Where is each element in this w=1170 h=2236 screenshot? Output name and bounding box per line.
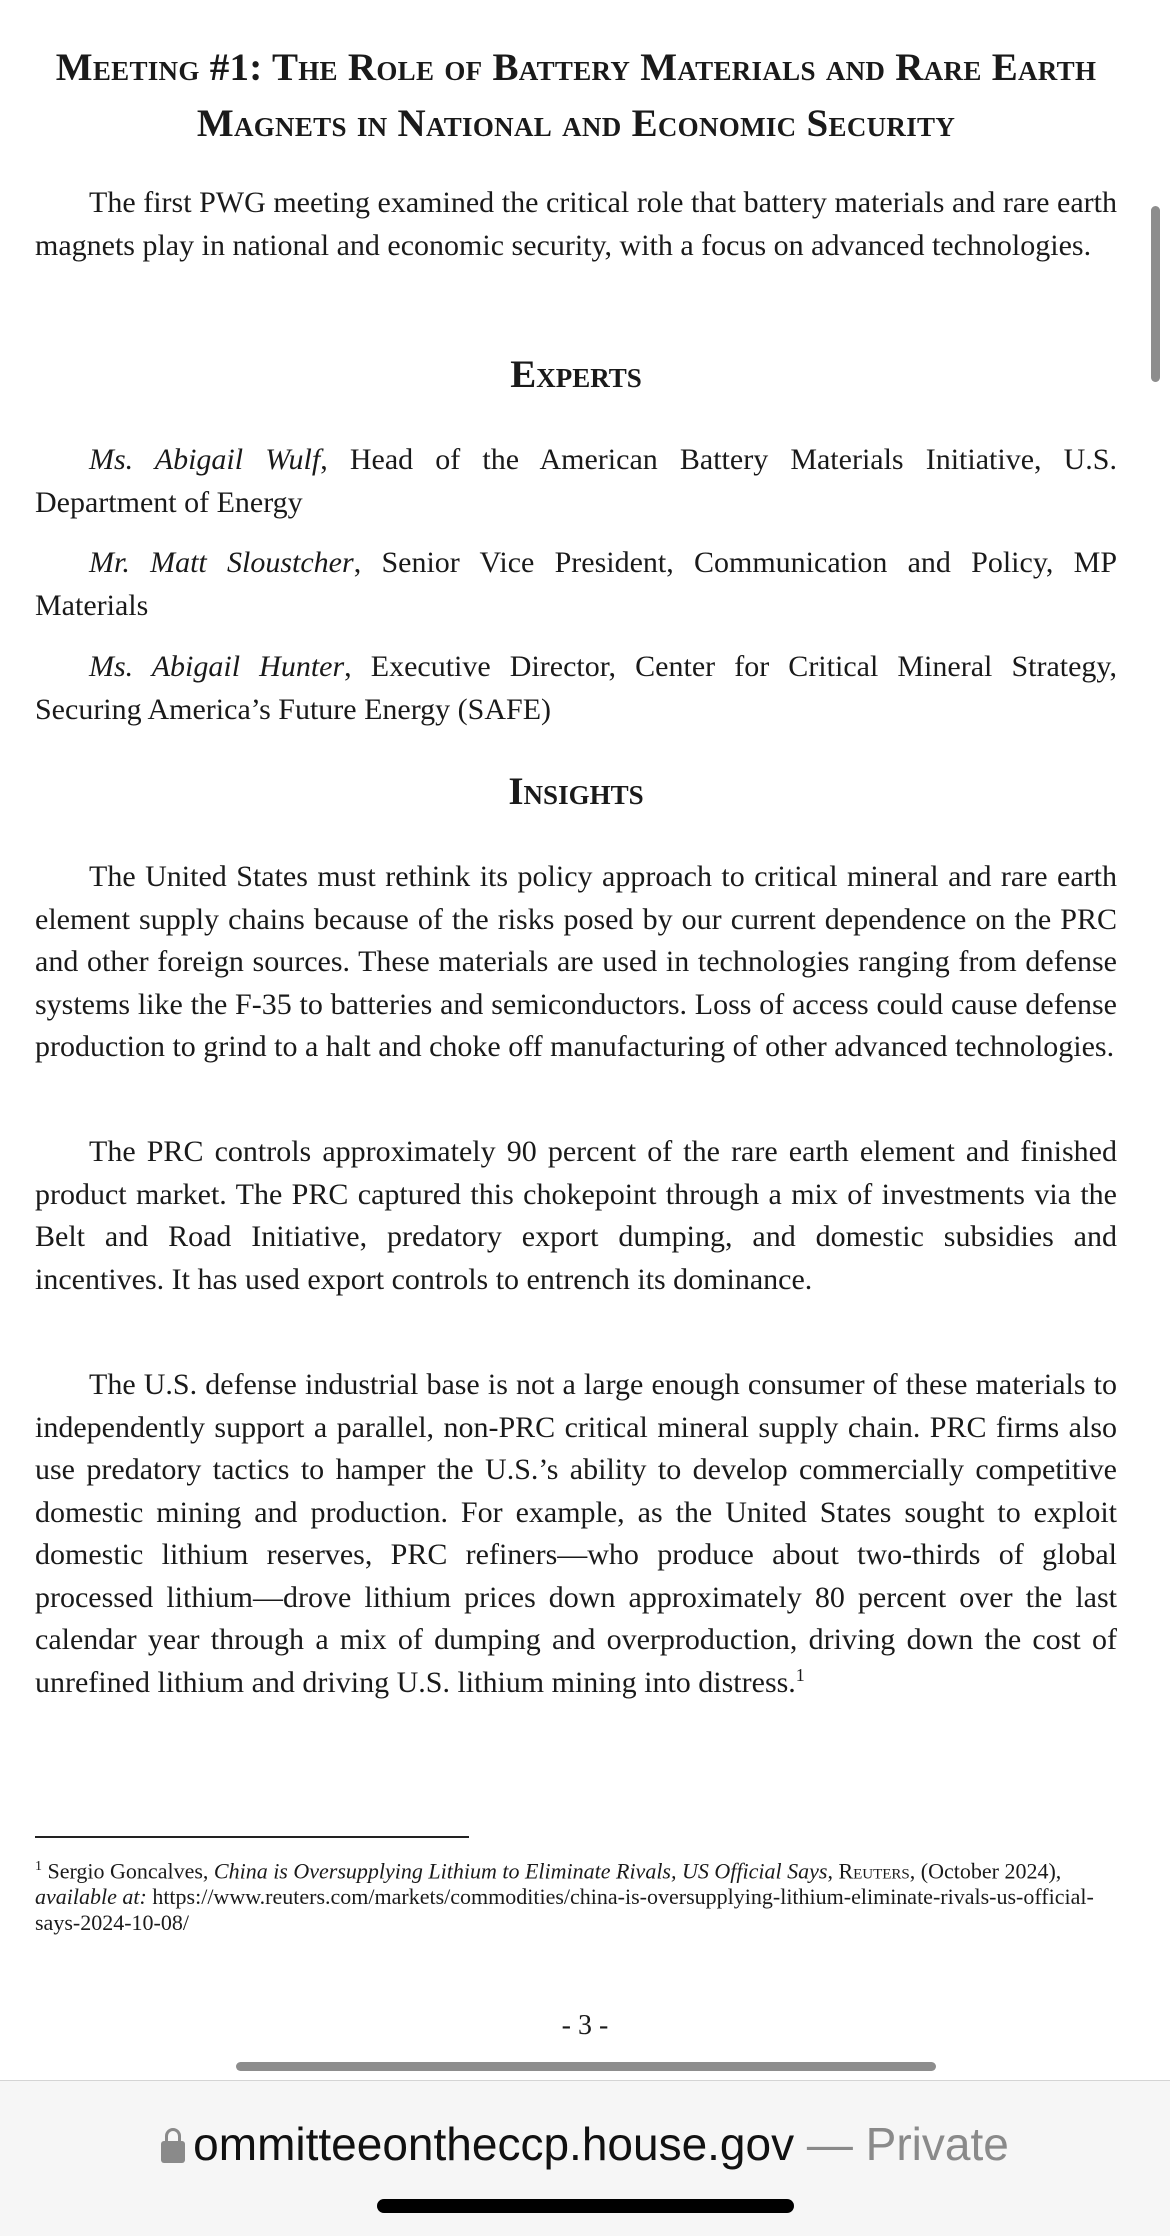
footnote-reference[interactable]: 1 (795, 1664, 805, 1685)
footnote-publisher: Reuters (838, 1858, 910, 1884)
privacy-label: Private (865, 2118, 1009, 2170)
expert-item (35, 542, 1117, 627)
insight-text: The U.S. defense industrial base is not a large enough consumer of these materials to independently support a parallel, non-PRC critical mineral supply chain. PRC firms also use predatory tactics to hamper the U.S.’s ability to develop commercially competitive domestic mining and production. For example, as the United States sought to exploit domestic lithium reserves, PRC refiners—who produce about two-thirds of global processed lithium—drove lithium prices down approximately 80 percent over the last calendar year through a mix of dumping and overproduction, driving down the cost of unrefined lithium and driving U.S. lithium mining into distress. (35, 1368, 1117, 1699)
intro-paragraph: The first PWG meeting examined the critical role that battery materials and rare earth magnets play in national and economic security, with a focus on advanced technologies. (35, 186, 1117, 262)
experts-heading: Experts (510, 353, 642, 396)
browser-address-bar[interactable] (0, 2080, 1170, 2236)
expert-name: Mr. Matt Sloustcher (89, 546, 354, 579)
expert-role: , Executive Director, Center for Critical Mineral Strategy, Securing America’s Future Energy (SAFE) (35, 650, 1117, 726)
footnote-divider (35, 1836, 469, 1838)
page-title: Meeting #1: The Role of Battery Materials and Rare Earth Magnets in National and Economic Security (55, 46, 1097, 145)
horizontal-scrollbar[interactable] (236, 2062, 936, 2071)
insight-paragraph: The United States must rethink its policy approach to critical mineral and rare earth element supply chains because of the risks posed by our current dependence on the PRC and other foreign sources. These materials are used in technologies ranging from defense systems like the F-35 to batteries and semiconductors. Loss of access could cause defense production to grind to a halt and choke off manufacturing of other advanced technologies. (35, 860, 1117, 1063)
footnote-author: Sergio Goncalves, (47, 1858, 214, 1884)
lock-icon (161, 2141, 185, 2163)
expert-name: Ms. Abigail Wulf (89, 443, 321, 476)
expert-role: , Head of the American Battery Materials Initiative, U.S. Department of Energy (35, 443, 1117, 519)
page-number: - 3 - (561, 2010, 609, 2041)
footnote (35, 1854, 1117, 1936)
expert-role: , Senior Vice President, Communication and Policy, MP Materials (35, 546, 1117, 622)
url-text[interactable]: ommitteeontheccp.house.gov (193, 2118, 795, 2170)
footnote-article-title: China is Oversupplying Lithium to Eliminate Rivals, US Official Says (213, 1858, 828, 1884)
insight-paragraph: The PRC controls approximately 90 percent of the rare earth element and finished product market. The PRC captured this chokepoint through a mix of investments via the Belt and Road Initiative, predatory export dumping, and domestic subsidies and incentives. It has used export controls to entrench its dominance. (35, 1135, 1117, 1296)
url-display[interactable] (0, 2115, 1170, 2173)
footnote-available-at: available at: (35, 1884, 147, 1910)
expert-item (35, 646, 1117, 731)
expert-item (35, 439, 1117, 524)
insights-heading: Insights (508, 770, 644, 813)
url-separator: — (794, 2118, 866, 2170)
expert-name: Ms. Abigail Hunter (89, 650, 345, 683)
footnote-url[interactable]: https://www.reuters.com/markets/commodities/china-is-oversupplying-lithium-eliminate-rivals-us-official-says-2024-10-08/ (35, 1884, 1094, 1936)
footnote-number: 1 (35, 1859, 42, 1874)
insight-paragraph (35, 1364, 1117, 1704)
footnote-date: , (October 2024), (909, 1858, 1062, 1884)
home-indicator[interactable] (377, 2199, 794, 2213)
vertical-scrollbar[interactable] (1151, 206, 1160, 382)
footnote-separator: , (827, 1858, 839, 1884)
